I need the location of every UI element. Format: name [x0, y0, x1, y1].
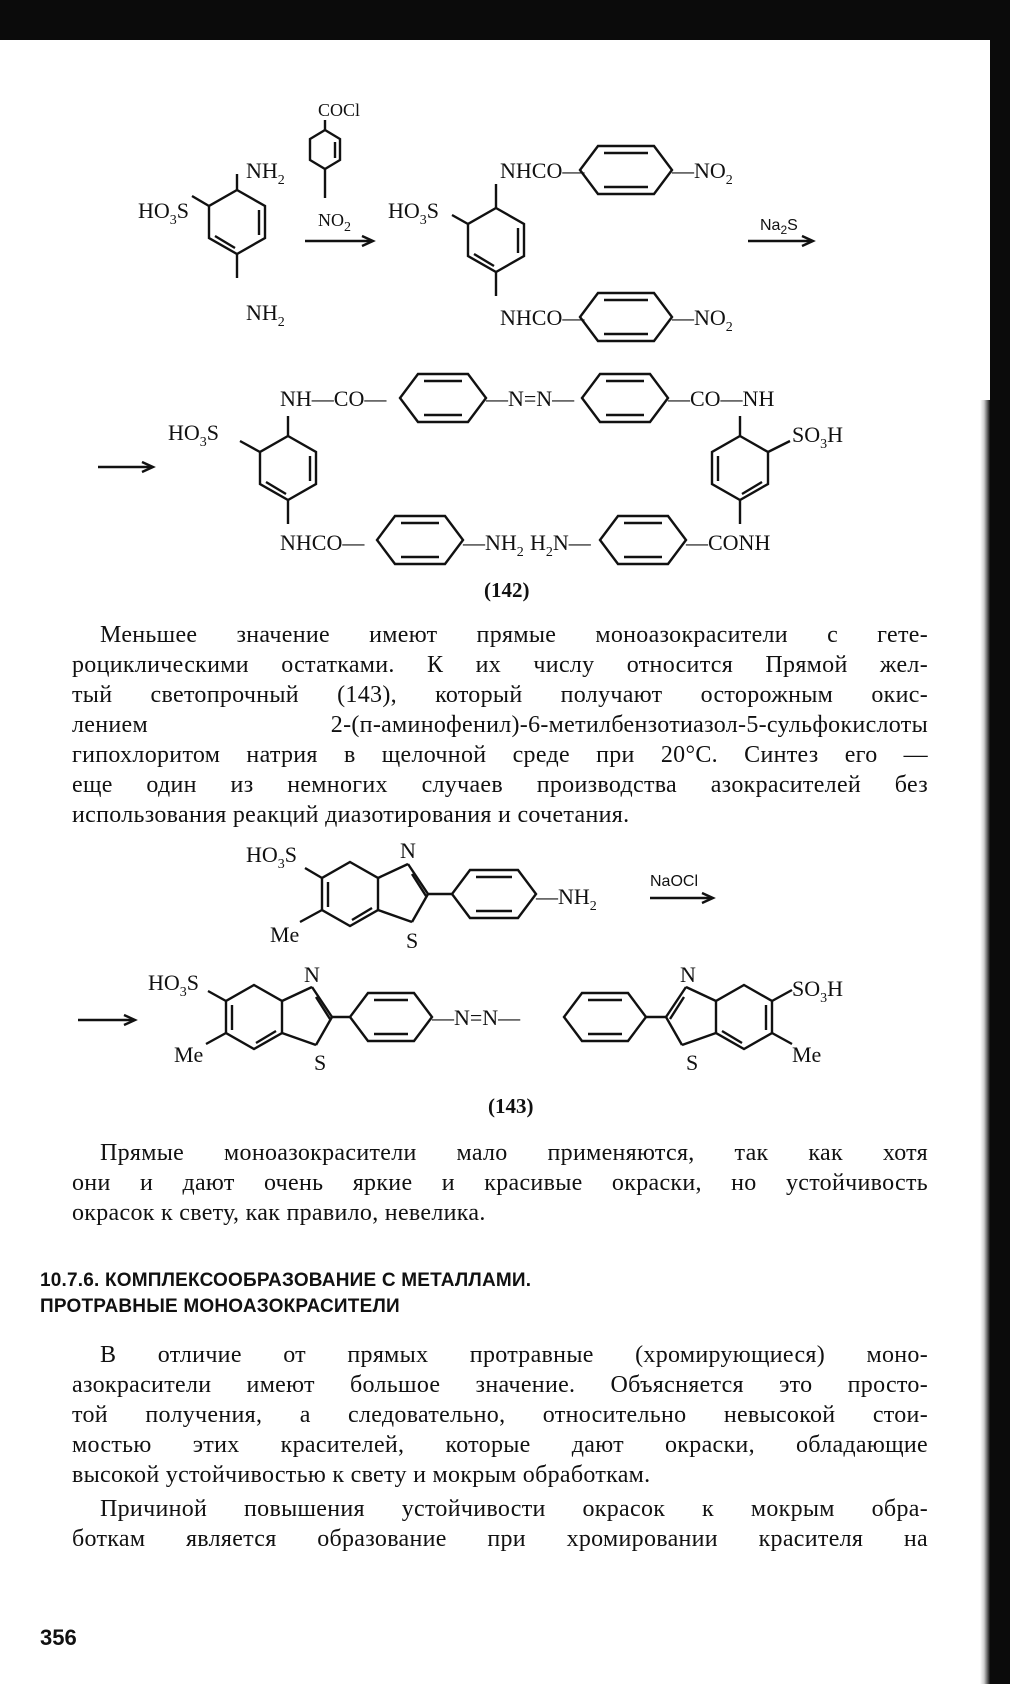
- product-so3h-right: $SO_3H$: [792, 422, 844, 452]
- paragraph-line: той получения, а следовательно, относительно невысокой стои-: [72, 1402, 928, 1428]
- paragraph-line: еще один из немногих случаев производства азокрасителей без: [72, 772, 928, 798]
- paragraph-line: азокрасители имеют большое значение. Объясняется это просто-: [72, 1372, 928, 1398]
- product-143-n-left: N: [304, 962, 320, 987]
- paragraph-line: окрасок к свету, как правило, невелика.: [72, 1200, 486, 1226]
- product-nhco-left-bottom: NHCO—: [280, 530, 365, 555]
- paragraph-line: боткам является образование при хромировании красителя на: [72, 1526, 928, 1552]
- section-heading: [40, 1268, 531, 1320]
- paragraph-line: лением 2-(п-аминофенил)-6-метилбензотиазол-5-сульфокислоты: [72, 712, 928, 738]
- scan-right-shadow: [980, 400, 990, 1684]
- reagent-naocl: NaOCl: [650, 873, 699, 890]
- reaction-scheme-142: [0, 0, 980, 570]
- paragraph-line: они и дают очень яркие и красивые окраски, но устойчивость: [72, 1170, 928, 1196]
- reactant-nh2-bottom: $NH_2$: [246, 300, 285, 330]
- paragraph-1: [72, 620, 928, 830]
- paragraph-line: высокой устойчивостью к свету и мокрым обработкам.: [72, 1462, 651, 1488]
- reactant-143-n: N: [400, 838, 416, 863]
- paragraph-line: Причиной повышения устойчивости окрасок к мокрым обра-: [100, 1496, 928, 1522]
- reactant-143-s: S: [406, 928, 419, 953]
- product-so3h-left: $HO_3S$: [168, 420, 220, 450]
- page-number: 356: [40, 1625, 77, 1650]
- product-h2n-right: $H_2N—$: [530, 530, 591, 560]
- paragraph-line: Прямые моноазокрасители мало применяются, так как хотя: [100, 1140, 928, 1166]
- paragraph-2: [72, 1138, 928, 1228]
- section-heading-line: ПРОТРАВНЫЕ МОНОАЗОКРАСИТЕЛИ: [40, 1296, 400, 1317]
- paragraph-line: использования реакций диазотирования и сочетания.: [72, 802, 630, 828]
- product-143-s-left: S: [314, 1050, 327, 1075]
- product-143-s-right: S: [686, 1050, 699, 1075]
- paragraph-line: мостью этих красителей, которые дают окраски, обладающие: [72, 1432, 928, 1458]
- paragraph-line: Меньшее значение имеют прямые моноазокрасители с гете-: [100, 622, 928, 648]
- compound-label-142: (142): [484, 578, 530, 602]
- product-conh-right-bottom: —CONH: [686, 530, 771, 555]
- product-nhco-left-top: NH—CO—: [280, 386, 387, 411]
- intermediate-nhco-top: NHCO—: [500, 158, 585, 183]
- paragraph-line: роциклическими остатками. К их числу относится Прямой жел-: [72, 652, 928, 678]
- paragraph-line: гипохлоритом натрия в щелочной среде при 20°С. Синтез его —: [72, 742, 928, 768]
- reactant-143-so3h: $HO_3S$: [246, 842, 298, 872]
- paragraph-line: В отличие от прямых протравные (хромирующиеся) моно-: [100, 1342, 928, 1368]
- intermediate-no2-top: $—NO_2$: [672, 158, 733, 188]
- section-heading-line: 10.7.6. КОМПЛЕКСООБРАЗОВАНИЕ С МЕТАЛЛАМИ.: [40, 1270, 532, 1291]
- reactant-143-nh2: $—NH_2$: [536, 884, 597, 914]
- reagent-no2: $NO_2$: [318, 210, 351, 235]
- scheme-142-bonds: [98, 120, 813, 564]
- intermediate-nhco-bottom: NHCO—: [500, 305, 585, 330]
- reactant-so3h: $HO_3S$: [138, 198, 190, 228]
- product-143-so3h-left: $HO_3S$: [148, 970, 200, 1000]
- scan-right-border: [990, 40, 1010, 1684]
- product-azo: —N=N—: [486, 386, 575, 411]
- product-143-n-right: N: [680, 962, 696, 987]
- compound-label-143: (143): [488, 1094, 534, 1118]
- paragraph-3: [72, 1340, 928, 1490]
- paragraph-4: [72, 1494, 928, 1554]
- reagent-cocl: COCl: [318, 100, 361, 120]
- paragraph-line: тый светопрочный (143), который получают осторожным окис-: [72, 682, 928, 708]
- reagent-na2s: $Na_2S$: [760, 217, 798, 237]
- intermediate-so3h: $HO_3S$: [388, 198, 440, 228]
- product-143-azo: —N=N—: [432, 1005, 521, 1030]
- product-conh-right-top: —CO—NH: [668, 386, 775, 411]
- reactant-143-me: Me: [270, 922, 300, 947]
- product-143-me-left: Me: [174, 1042, 204, 1067]
- product-143-me-right: Me: [792, 1042, 822, 1067]
- product-nh2-left: $—NH_2$: [463, 530, 524, 560]
- reactant-nh2-top: $NH_2$: [246, 158, 285, 188]
- product-143-so3h-right: $SO_3H$: [792, 976, 844, 1006]
- reaction-scheme-143: [0, 830, 980, 1100]
- intermediate-no2-bottom: $—NO_2$: [672, 305, 733, 335]
